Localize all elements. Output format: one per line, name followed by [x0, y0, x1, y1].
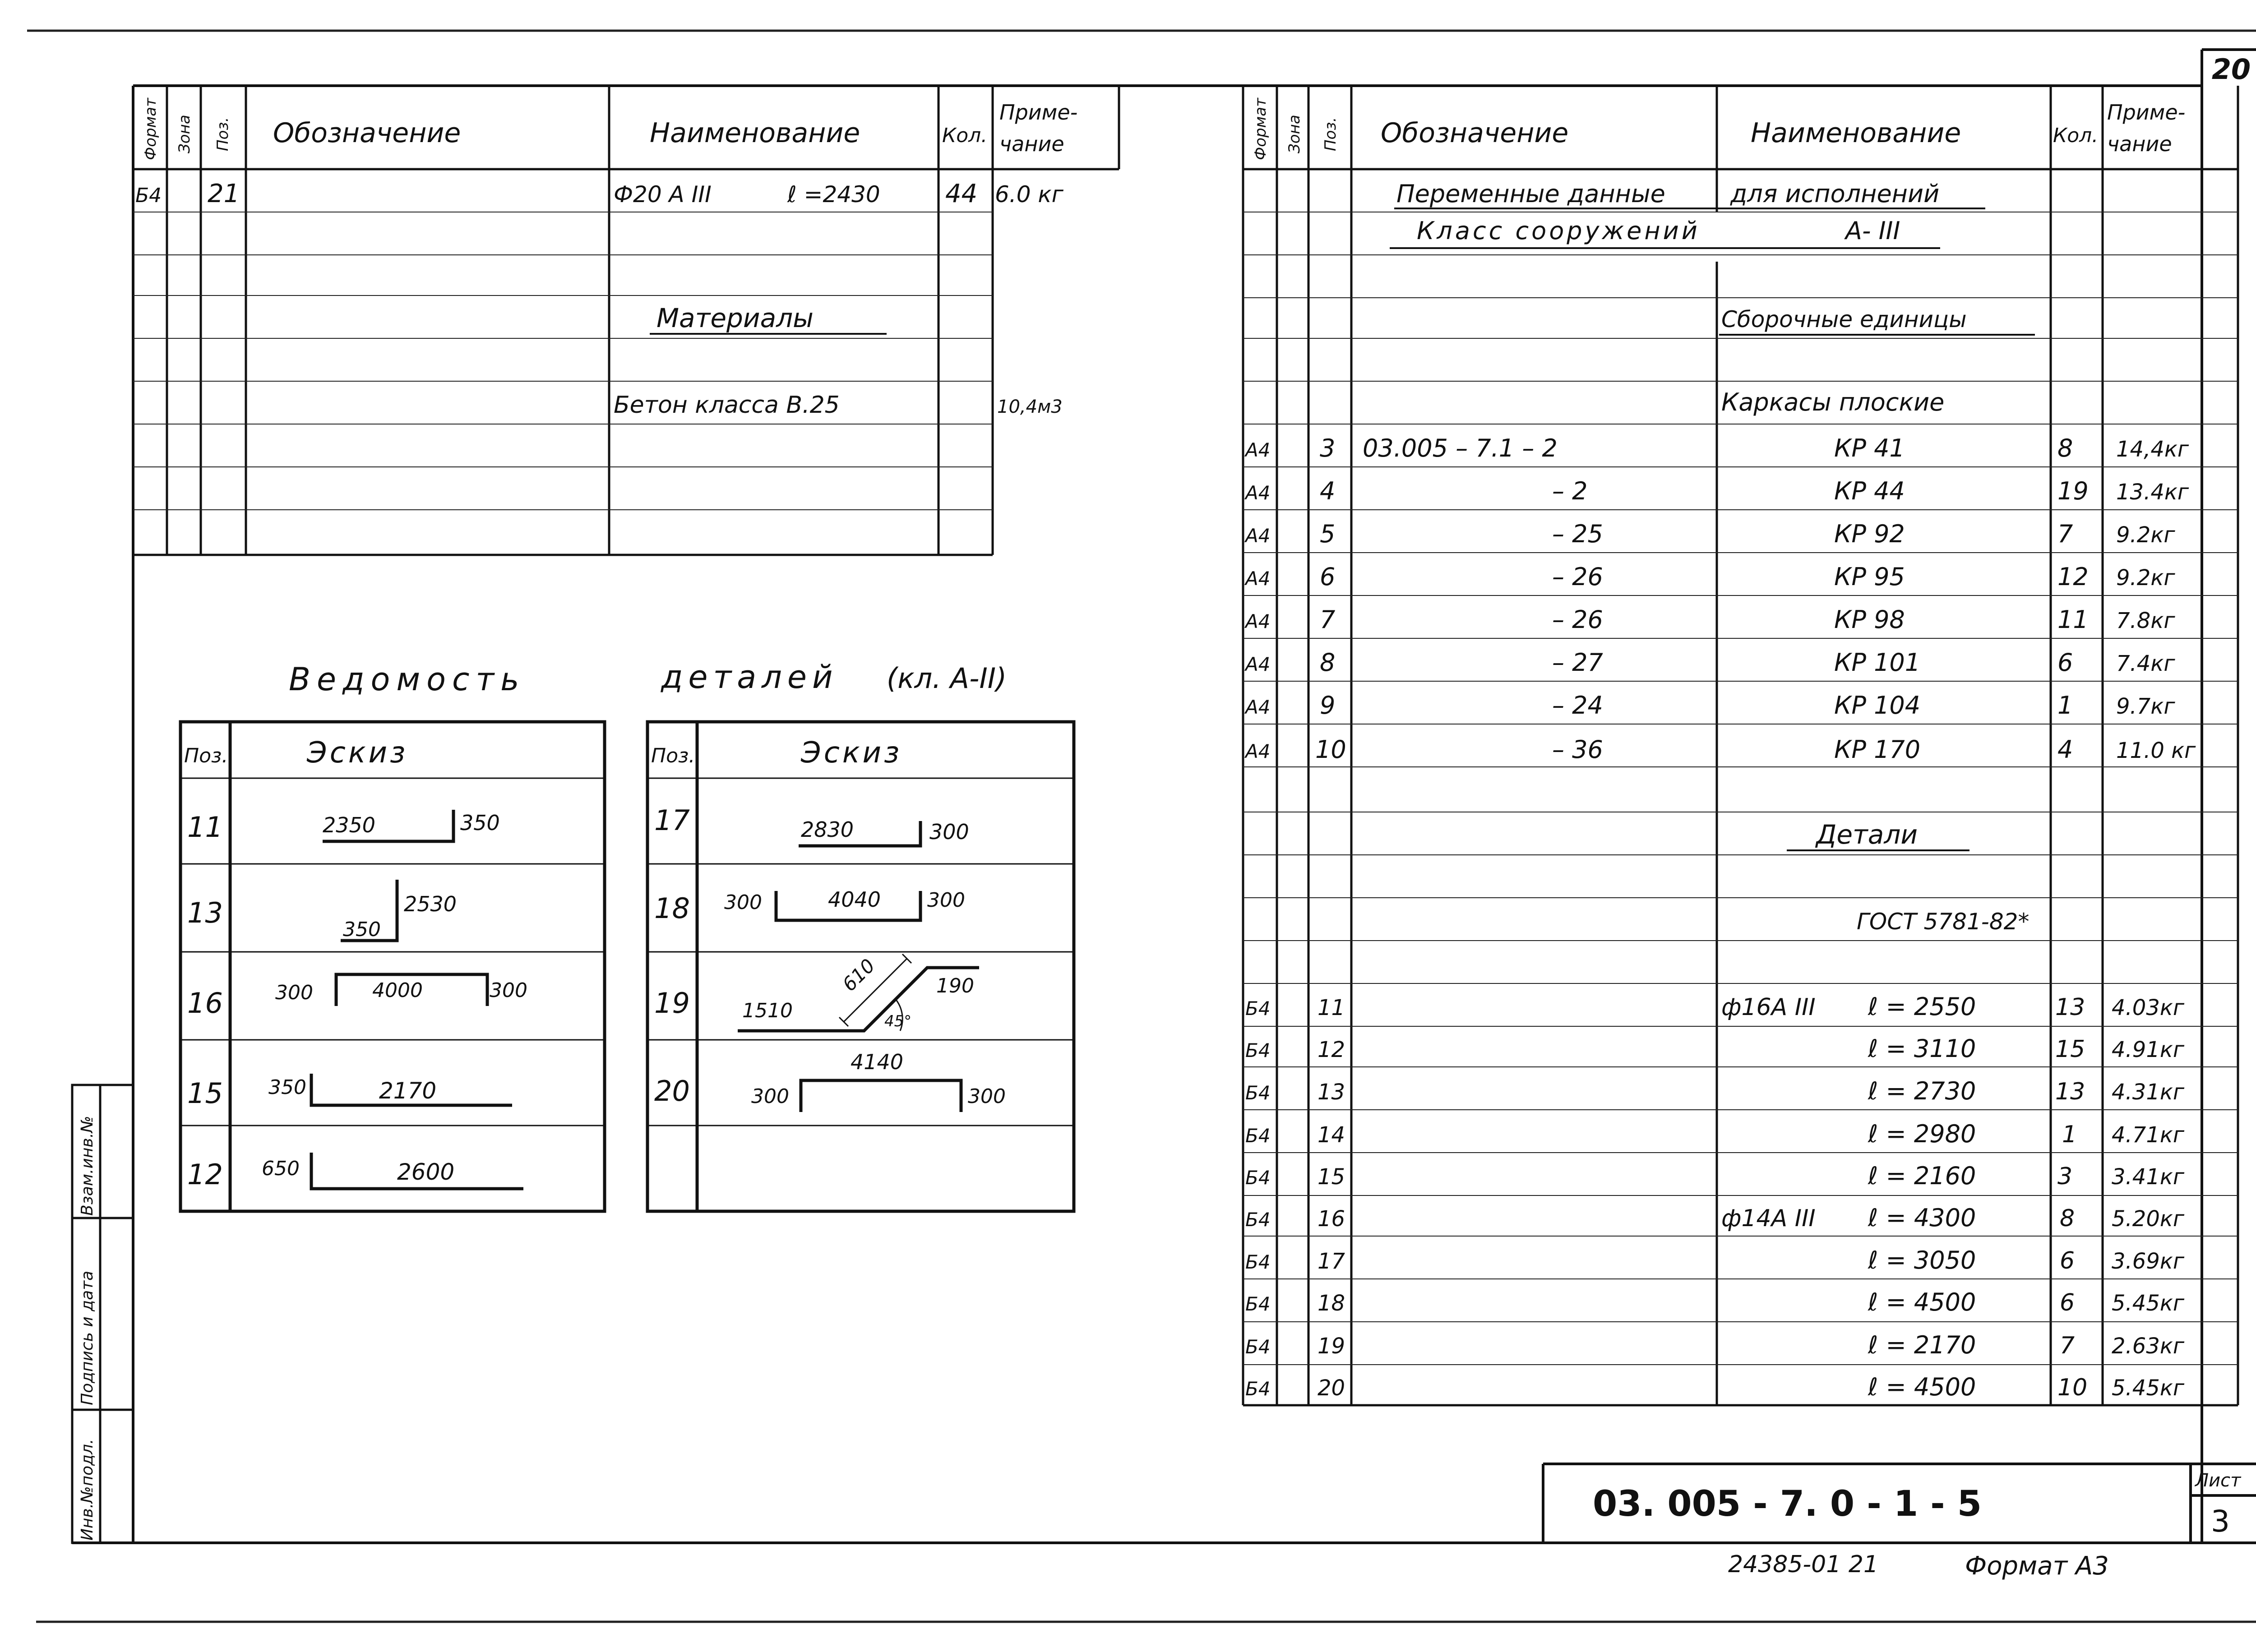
frame-pos: 10 [1315, 735, 1346, 764]
sketch1-header-pos: Поз. [184, 744, 228, 767]
archive-number: 24385-01 21 [1728, 1551, 1879, 1578]
sketch-table-2 [647, 722, 1074, 1211]
sketch-pos: 19 [654, 987, 690, 1020]
detail-format: Б4 [1245, 1167, 1271, 1189]
bar-shape-20 [801, 1080, 961, 1112]
details-rows [1245, 992, 2185, 1401]
left-spec-table [133, 86, 1119, 555]
frame-name: КР 170 [1834, 735, 1921, 764]
dim: 300 [968, 1085, 1006, 1108]
r-header-zone: Зона [1285, 115, 1304, 153]
detail-pos: 15 [1318, 1164, 1345, 1190]
frame-format: А4 [1245, 439, 1271, 461]
r-header-name: Наименование [1751, 117, 1961, 149]
detail-pos: 14 [1318, 1122, 1345, 1148]
detail-length: ℓ = 2170 [1868, 1331, 1976, 1359]
sketch2-header-pos: Поз. [651, 744, 695, 767]
detail-qty: 6 [2060, 1289, 2075, 1316]
cell-qty: 44 [945, 179, 978, 208]
r-header-note-2: чание [2107, 132, 2172, 156]
detail-note: 4.91кг [2112, 1037, 2185, 1062]
frame-designation: – 26 [1552, 605, 1603, 634]
detail-length: ℓ = 2160 [1868, 1162, 1976, 1190]
sketch1-header-sketch: Эскиз [307, 736, 408, 770]
frame-pos: 5 [1320, 520, 1336, 548]
detail-note: 4.03кг [2112, 995, 2185, 1020]
sketch-pos: 11 [187, 811, 223, 844]
frame-designation: – 2 [1552, 477, 1588, 505]
cell-note: 6.0 кг [995, 181, 1063, 208]
frame-qty: 19 [2057, 477, 2089, 505]
dim: 300 [929, 820, 969, 844]
detail-format: Б4 [1245, 1378, 1271, 1400]
frame-pos: 6 [1320, 563, 1336, 591]
frame-designation: – 27 [1552, 648, 1603, 677]
cell-format: Б4 [135, 184, 162, 207]
detail-pos: 20 [1318, 1375, 1345, 1401]
frame-note: 9.2кг [2116, 522, 2175, 548]
sheet-number: 3 [2211, 1504, 2230, 1539]
detail-note: 2.63кг [2112, 1334, 2185, 1359]
dim: 2170 [379, 1078, 437, 1104]
details-title-class: (кл. А-II) [887, 662, 1007, 695]
sketch-pos: 17 [654, 804, 690, 837]
dim: 4000 [372, 979, 423, 1002]
section-details: Детали [1816, 819, 1918, 850]
frame-name: КР 101 [1834, 648, 1921, 677]
detail-note: 5.20кг [2112, 1206, 2185, 1232]
detail-format: Б4 [1245, 1336, 1271, 1358]
sketch-pos: 15 [187, 1077, 223, 1110]
dim: 350 [343, 918, 381, 941]
frame-designation: – 25 [1552, 520, 1603, 548]
frame-name: КР 92 [1834, 520, 1905, 548]
detail-length: ℓ = 4300 [1868, 1204, 1976, 1232]
dim: 2600 [397, 1159, 455, 1185]
details-title-word2: деталей [661, 659, 838, 696]
detail-steel: ф14А III [1721, 1205, 1816, 1232]
frame-format: А4 [1245, 568, 1271, 590]
detail-pos: 16 [1318, 1206, 1345, 1232]
frame-designation: – 26 [1552, 563, 1603, 591]
dim: 4040 [828, 887, 881, 912]
detail-qty: 8 [2060, 1205, 2075, 1232]
cell-concrete: Бетон класса В.25 [614, 392, 840, 419]
frame-format: А4 [1245, 610, 1271, 632]
sketch-pos: 13 [187, 896, 223, 929]
detail-format: Б4 [1245, 1293, 1271, 1315]
sketch-pos: 12 [187, 1158, 223, 1191]
subsection-flat-frames: Каркасы плоские [1721, 388, 1945, 416]
detail-qty: 13 [2055, 994, 2085, 1021]
frame-pos: 7 [1320, 605, 1336, 634]
frame-pos: 8 [1320, 648, 1336, 677]
details-title-word1: Ведомость [289, 661, 526, 698]
detail-length: ℓ = 4500 [1868, 1288, 1976, 1316]
dim: 610 [838, 954, 879, 996]
variable-data-title-right: для исполнений [1730, 180, 1940, 208]
sketch2-header-sketch: Эскиз [801, 736, 902, 770]
cell-name: Ф20 А III [614, 181, 712, 208]
header-note-2: чание [999, 132, 1064, 156]
r-header-note-1: Приме- [2107, 100, 2186, 125]
frame-designation: 03.005 – 7.1 – 2 [1363, 434, 1558, 462]
detail-length: ℓ = 4500 [1868, 1373, 1976, 1401]
detail-pos: 13 [1318, 1080, 1345, 1105]
frame-format: А4 [1245, 482, 1271, 504]
sketch-pos: 16 [187, 987, 223, 1020]
detail-qty: 7 [2060, 1332, 2075, 1359]
detail-pos: 11 [1318, 995, 1345, 1020]
dim: 45° [884, 1012, 912, 1030]
frame-note: 9.7кг [2116, 694, 2175, 719]
detail-note: 4.71кг [2112, 1122, 2185, 1148]
dim: 350 [460, 811, 500, 835]
detail-qty: 1 [2062, 1121, 2077, 1148]
sheet-corner-number: 20 [2211, 53, 2251, 86]
dim: 350 [268, 1076, 306, 1099]
frame-pos: 4 [1320, 477, 1336, 505]
detail-pos: 17 [1318, 1249, 1345, 1274]
section-assembly-units: Сборочные единицы [1721, 306, 1967, 332]
detail-length: ℓ = 3110 [1868, 1034, 1976, 1063]
detail-format: Б4 [1245, 1251, 1271, 1273]
frame-note: 14,4кг [2116, 437, 2189, 462]
detail-format: Б4 [1245, 1039, 1271, 1061]
detail-length: ℓ = 2550 [1868, 992, 1976, 1021]
frame-note: 7.4кг [2116, 651, 2175, 676]
format-label: Формат А3 [1965, 1551, 2109, 1581]
frame-qty: 8 [2057, 434, 2073, 462]
side-stamp [72, 1085, 133, 1543]
header-format: Формат [142, 98, 160, 160]
dim: 2830 [801, 817, 854, 842]
dim: 300 [490, 979, 527, 1002]
frame-note: 9.2кг [2116, 565, 2175, 591]
detail-pos: 18 [1318, 1291, 1345, 1316]
dim: 650 [262, 1157, 300, 1180]
detail-steel: ф16А III [1721, 994, 1816, 1021]
dim: 2350 [323, 813, 376, 837]
frame-qty: 4 [2057, 735, 2073, 764]
header-zone: Зона [176, 115, 194, 153]
frame-name: КР 44 [1834, 477, 1905, 505]
dim: 190 [936, 974, 974, 997]
frame-note: 11.0 кг [2116, 738, 2196, 763]
detail-qty: 15 [2055, 1036, 2085, 1063]
detail-qty: 3 [2057, 1163, 2073, 1190]
dim: 4140 [851, 1050, 904, 1074]
stamp-inv-original: Инв.№подл. [78, 1439, 97, 1541]
class-label: Класс сооружений [1417, 217, 1700, 245]
frame-qty: 11 [2057, 605, 2089, 634]
gost-reference: ГОСТ 5781-82* [1857, 909, 2029, 935]
detail-note: 4.31кг [2112, 1080, 2185, 1105]
detail-length: ℓ = 2730 [1868, 1077, 1976, 1105]
frame-pos: 9 [1320, 691, 1336, 720]
frame-name: КР 104 [1834, 691, 1921, 720]
frame-note: 7.8кг [2116, 608, 2175, 633]
frame-qty: 7 [2057, 520, 2073, 548]
sheet-label: Лист [2195, 1470, 2241, 1491]
stamp-replacement-inv: Взам.инв.№ [78, 1116, 97, 1216]
frame-qty: 1 [2057, 691, 2073, 720]
frames-rows [1244, 434, 2196, 764]
frame-pos: 3 [1320, 434, 1336, 462]
dim: 2530 [404, 892, 457, 916]
section-materials: Материалы [656, 303, 814, 333]
frame-name: КР 98 [1834, 605, 1905, 634]
frame-name: КР 41 [1834, 434, 1905, 462]
sketch-pos: 18 [654, 892, 690, 925]
r-header-qty: Кол. [2053, 124, 2099, 147]
header-name: Наименование [650, 117, 860, 149]
dim: 300 [751, 1085, 789, 1108]
dim: 300 [927, 889, 965, 912]
sketch-pos: 20 [654, 1075, 690, 1107]
detail-qty: 13 [2055, 1078, 2085, 1105]
header-note-1: Приме- [999, 100, 1078, 125]
frame-qty: 12 [2057, 563, 2089, 591]
cell-length: ℓ =2430 [787, 181, 880, 208]
detail-length: ℓ = 2980 [1868, 1120, 1976, 1148]
detail-format: Б4 [1245, 1125, 1271, 1147]
title-block [1543, 1464, 2256, 1543]
detail-note: 5.45кг [2112, 1375, 2185, 1401]
frame-format: А4 [1245, 525, 1271, 547]
r-header-pos: Поз. [1322, 117, 1340, 151]
document-code: 03. 005 - 7. 0 - 1 - 5 [1593, 1484, 1982, 1524]
class-value: А- III [1845, 217, 1900, 245]
detail-qty: 6 [2060, 1247, 2075, 1274]
frame-format: А4 [1245, 653, 1271, 675]
frame-format: А4 [1245, 740, 1271, 762]
frame-note: 13.4кг [2116, 480, 2189, 505]
detail-length: ℓ = 3050 [1868, 1246, 1976, 1274]
detail-format: Б4 [1245, 1209, 1271, 1231]
header-designation: Обозначение [273, 117, 461, 149]
frame-designation: – 36 [1552, 735, 1603, 764]
variable-data-title: Переменные данные [1396, 180, 1665, 208]
header-pos: Поз. [214, 117, 232, 151]
dim: 300 [724, 891, 762, 914]
frame-designation: – 24 [1552, 691, 1603, 720]
cell-concrete-volume: 10,4м3 [997, 397, 1063, 417]
detail-qty: 10 [2057, 1374, 2088, 1401]
r-header-format: Формат [1252, 98, 1270, 160]
right-spec-table [1243, 86, 2238, 1405]
detail-format: Б4 [1245, 997, 1271, 1020]
dim: 1510 [742, 999, 793, 1022]
frame-name: КР 95 [1834, 563, 1905, 591]
r-header-designation: Обозначение [1381, 117, 1569, 149]
cell-pos: 21 [208, 179, 240, 208]
sketch-table-1 [180, 722, 605, 1211]
detail-note: 3.41кг [2112, 1164, 2185, 1190]
header-qty: Кол. [942, 124, 988, 147]
detail-format: Б4 [1245, 1082, 1271, 1104]
frame-qty: 6 [2057, 648, 2073, 677]
detail-pos: 19 [1318, 1334, 1345, 1359]
stamp-signature-date: Подпись и дата [78, 1270, 97, 1405]
detail-note: 3.69кг [2112, 1249, 2185, 1274]
dim: 300 [275, 981, 313, 1004]
drawing-frame [72, 50, 2256, 1543]
frame-format: А4 [1245, 696, 1271, 718]
detail-note: 5.45кг [2112, 1291, 2185, 1316]
detail-pos: 12 [1318, 1037, 1345, 1062]
